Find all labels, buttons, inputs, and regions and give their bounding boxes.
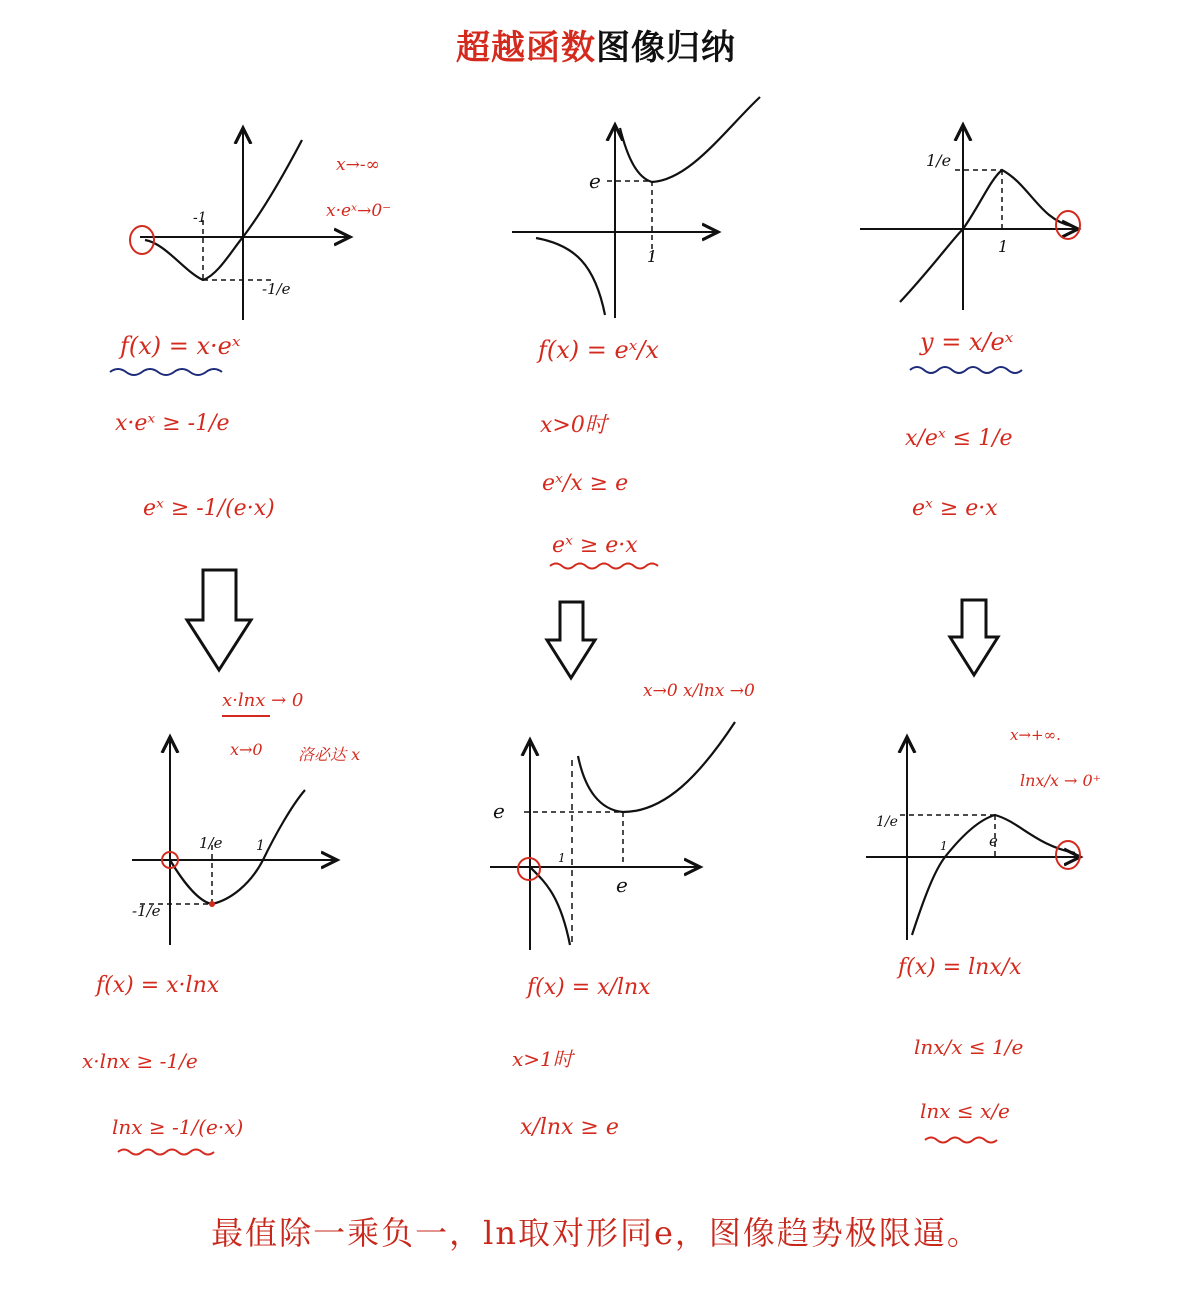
p2-ineq2: eˣ ≥ e·x [552, 533, 638, 558]
p1-note-limit: x·eˣ→0⁻ [326, 201, 392, 221]
p6-ineq2: lnx ≤ x/e [920, 1099, 1010, 1123]
title-red: 超越函数 [456, 28, 596, 68]
p1-label-min: -1/e [262, 280, 291, 298]
p6-function: f(x) = lnx/x [898, 955, 1022, 980]
p1-wavy-underline [110, 369, 222, 375]
p5-curve-right [578, 722, 735, 812]
p4-note1: x·lnx → 0 [222, 690, 304, 711]
p6-label-max: 1/e [876, 814, 898, 830]
p4-note2: x→0 [230, 740, 263, 759]
p4-function: f(x) = x·lnx [96, 973, 220, 998]
p6-wavy-underline [925, 1138, 997, 1143]
p6-limit-circle [1056, 841, 1080, 869]
panel-3-graph [860, 125, 1080, 310]
p1-function: f(x) = x·eˣ [120, 332, 241, 360]
p4-label-x: 1/e [199, 834, 223, 852]
p4-wavy-underline [118, 1150, 214, 1155]
p4-note3: 洛必达 x [298, 745, 361, 764]
p6-note2: lnx/x → 0⁺ [1020, 771, 1102, 790]
p5-function: f(x) = x/lnx [527, 975, 651, 1000]
title-black: 图像归纳 [596, 28, 736, 68]
p2-function: f(x) = eˣ/x [538, 336, 659, 364]
p4-ineq2: lnx ≥ -1/(e·x) [112, 1115, 244, 1139]
p3-wavy-underline [910, 367, 1022, 373]
panel-4-graph [132, 737, 337, 945]
p3-label-max: 1/e [926, 151, 952, 170]
p4-curve [170, 790, 305, 904]
down-arrow-2 [547, 602, 595, 678]
p4-label-1: 1 [256, 838, 265, 854]
p1-ineq1: x·eˣ ≥ -1/e [115, 411, 230, 436]
p3-ineq1: x/eˣ ≤ 1/e [905, 426, 1013, 451]
p1-limit-circle [130, 226, 154, 254]
p3-curve [900, 170, 1072, 302]
p1-label-minus1: -1 [193, 210, 207, 226]
p6-label-e: e [989, 832, 998, 850]
p2-ineq1: eˣ/x ≥ e [542, 471, 629, 496]
p6-ineq1: lnx/x ≤ 1/e [914, 1035, 1024, 1059]
p2-curve-left [536, 238, 605, 315]
p5-label-e-y: e [493, 799, 505, 823]
p2-label-1: 1 [647, 247, 658, 266]
p1-ineq2: eˣ ≥ -1/(e·x) [143, 496, 275, 521]
p3-label-1: 1 [998, 237, 1009, 256]
p3-ineq2: eˣ ≥ e·x [912, 496, 998, 521]
panel-6-graph [866, 737, 1080, 940]
p2-curve-right [620, 97, 760, 182]
p3-function: y = x/eˣ [920, 328, 1014, 356]
p4-min-dot [209, 901, 215, 907]
p5-label-e-x: e [616, 873, 628, 897]
down-arrow-1 [187, 570, 251, 670]
p6-label-1: 1 [940, 839, 948, 853]
panel-1-graph [130, 128, 350, 320]
p5-condition: x>1时 [512, 1047, 573, 1071]
p6-note1: x→+∞. [1010, 726, 1061, 744]
p4-ineq1: x·lnx ≥ -1/e [82, 1049, 198, 1073]
p4-label-y: -1/e [132, 902, 161, 920]
p5-label-1: 1 [558, 851, 566, 865]
down-arrow-3 [950, 600, 998, 675]
footer-mnemonic: 最值除一乘负一，ln取对形同e，图像趋势极限逼。 [211, 1214, 981, 1252]
p2-wavy-underline [550, 564, 658, 569]
p2-label-e: e [589, 169, 601, 193]
p5-ineq1: x/lnx ≥ e [520, 1115, 619, 1140]
p1-note-limit-x: x→-∞ [336, 155, 380, 175]
panel-2-graph [512, 97, 760, 318]
p5-note: x→0 x/lnx →0 [643, 681, 755, 701]
p2-condition: x>0时 [540, 413, 607, 438]
panel-5-graph [490, 722, 735, 950]
p1-curve [145, 140, 302, 280]
